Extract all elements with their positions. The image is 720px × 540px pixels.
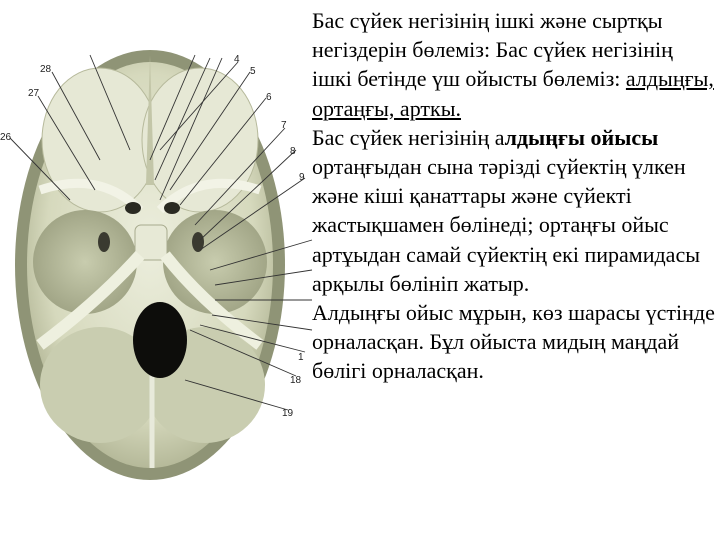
paragraph-2-rest: ортаңғыдан сына тәрізді сүйектің үлкен және кіші қанаттары және сүйекті жастықшамен бөлінеді; ортаңғы ойыс артұыдан самай сүйектің екі пирамидасы арқылы бөлініп жатыр. <box>312 154 700 296</box>
label-4: 4 <box>234 54 240 65</box>
middle-fossa-left <box>33 210 137 314</box>
label-18: 18 <box>290 375 302 386</box>
label-19: 19 <box>282 408 294 419</box>
text-block <box>312 6 717 386</box>
paragraph-3: Алдыңғы ойыс мұрын, көз шарасы үстінде орналасқан. Бұл ойыста мидың маңдай бөлігі орналасқан. <box>312 300 715 384</box>
paragraph-2 <box>312 123 717 298</box>
foramen-left <box>98 232 110 252</box>
sella-turcica <box>135 225 167 260</box>
label-9: 9 <box>299 172 305 183</box>
label-6: 6 <box>266 92 272 103</box>
foramen-magnum <box>133 302 187 378</box>
label-8: 8 <box>290 146 296 157</box>
label-26: 26 <box>0 132 12 143</box>
label-27: 27 <box>28 88 40 99</box>
fossae-list-link: алдыңғы, ортаңғы, арткы. <box>312 66 714 121</box>
anterior-fossa-term: лдыңғы ойысы <box>504 124 659 150</box>
label-28: 28 <box>40 64 52 75</box>
paragraph-1 <box>312 6 717 123</box>
label-7: 7 <box>281 120 287 131</box>
optic-canal-left <box>125 202 141 214</box>
paragraph-2-start: Бас сүйек негізінің а <box>312 124 505 150</box>
optic-canal-right <box>164 202 180 214</box>
paragraph-1-intro: Бас сүйек негізінің ішкі және сыртқы негіздерін бөлеміз: Бас сүйек негізінің ішкі бетінде үш ойысты бөлеміз: <box>312 8 673 92</box>
label-1: 1 <box>298 352 304 363</box>
skull-base-illustration <box>0 0 330 480</box>
label-5: 5 <box>250 66 256 77</box>
skull-base-figure <box>0 0 330 480</box>
